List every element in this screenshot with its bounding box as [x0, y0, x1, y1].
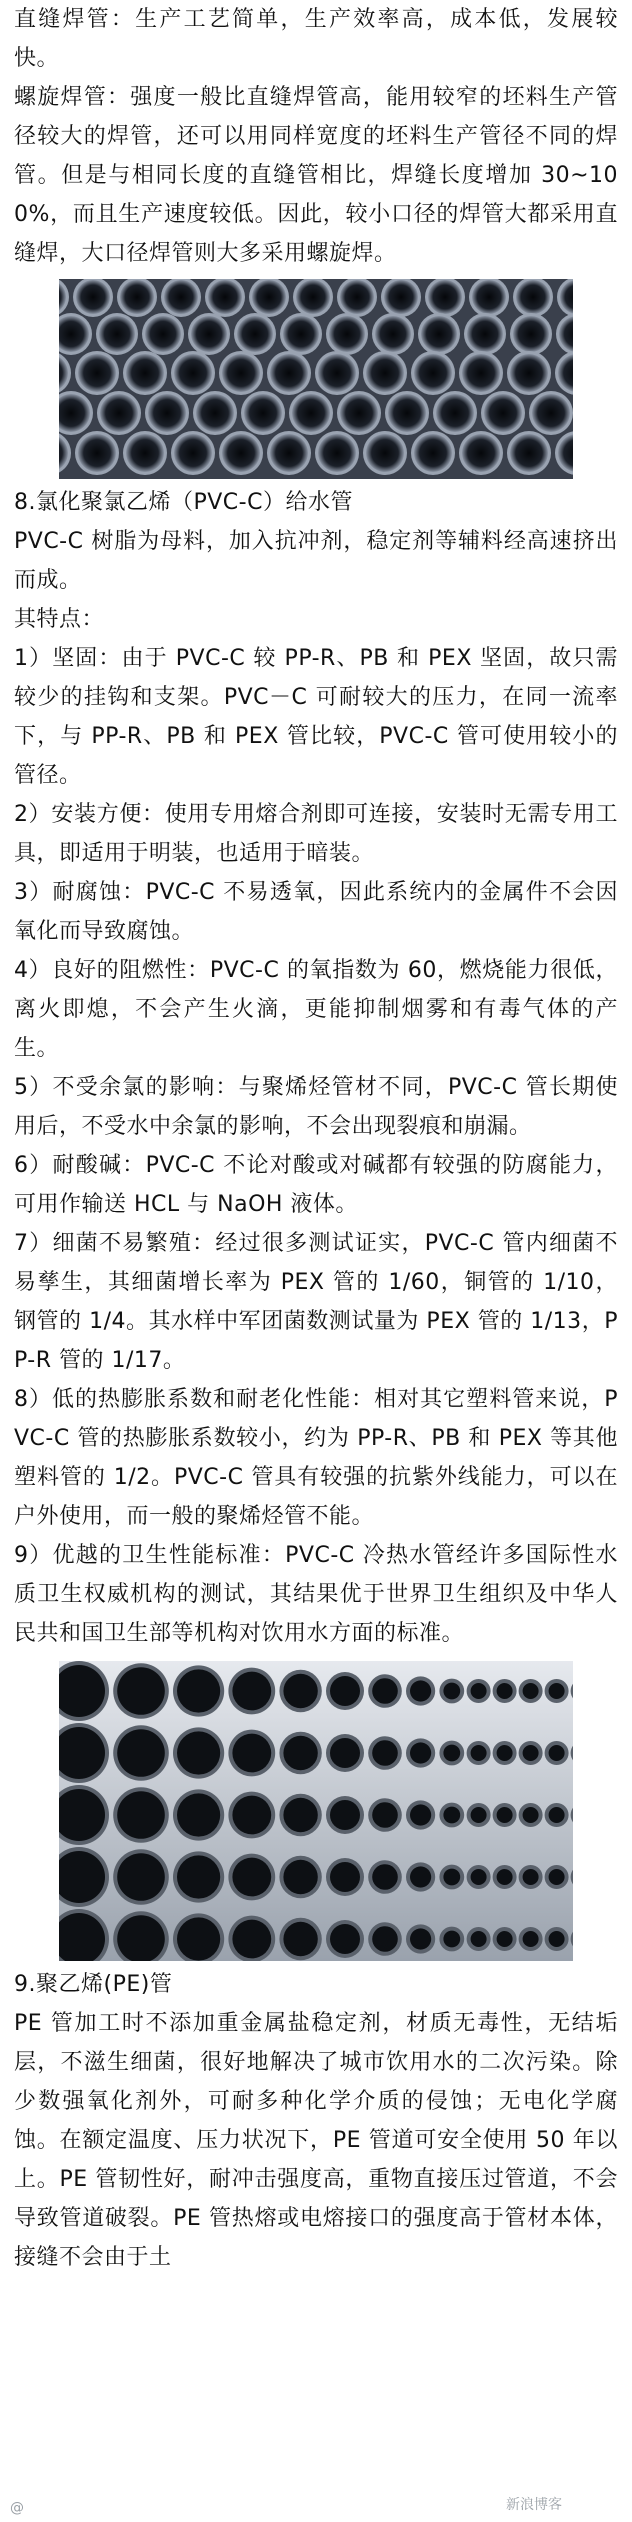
feature-item: 6）耐酸碱：PVC-C 不论对酸或对碱都有较强的防腐能力，可用作输送 HCL 与 NaOH 液体。 — [14, 1153, 618, 1217]
pvc-pipe-stack-photo — [59, 1661, 573, 1961]
watermark-left: @ — [10, 2500, 24, 2516]
feature-item: 7）细菌不易繁殖：经过很多测试证实，PVC-C 管内细菌不易孳生，其细菌增长率为 PEX 管的 1/60，铜管的 1/10，钢管的 1/4。其水样中军团菌数测试量为 PEX 管的 1/13，PP-R 管的 1/17。 — [14, 1231, 618, 1373]
section-8-features-label: 其特点： — [14, 607, 105, 632]
section-8-intro: PVC-C 树脂为母料，加入抗冲剂，稳定剂等辅料经高速挤出而成。 — [14, 529, 618, 593]
section-9-heading: 9.聚乙烯(PE)管 — [14, 1972, 173, 1997]
feature-item: 2）安装方便：使用专用熔合剂即可连接，安装时无需专用工具，即适用于明装，也适用于暗装。 — [14, 802, 618, 866]
feature-item: 4）良好的阻燃性：PVC-C 的氧指数为 60，燃烧能力很低，离火即熄，不会产生火滴，更能抑制烟雾和有毒气体的产生。 — [14, 958, 618, 1061]
feature-item: 8）低的热膨胀系数和耐老化性能：相对其它塑料管来说，PVC-C 管的热膨胀系数较小，约为 PP-R、PB 和 PEX 等其他塑料管的 1/2。PVC-C 管具有较强的抗紫外线能力，可以在户外使用，而一般的聚烯烃管不能。 — [14, 1387, 618, 1529]
feature-item: 9）优越的卫生性能标准：PVC-C 冷热水管经许多国际性水质卫生权威机构的测试，其结果优于世界卫生组织及中华人民共和国卫生部等机构对饮用水方面的标准。 — [14, 1543, 618, 1646]
feature-item: 3）耐腐蚀：PVC-C 不易透氧，因此系统内的金属件不会因氧化而导致腐蚀。 — [14, 880, 618, 944]
feature-item: 1）坚固：由于 PVC-C 较 PP-R、PB 和 PEX 坚固，故只需较少的挂钩和支架。PVC－C 可耐较大的压力，在同一流率下，与 PP-R、PB 和 PEX 管比较，PVC-C 管可使用较小的管径。 — [14, 646, 618, 788]
paragraph-straight-seam: 直缝焊管：生产工艺简单，生产效率高，成本低，发展较快。 — [14, 7, 618, 71]
feature-item: 5）不受余氯的影响：与聚烯烃管材不同，PVC-C 管长期使用后，不受水中余氯的影响，不会出现裂痕和崩漏。 — [14, 1075, 618, 1139]
pvc-pipe-stack-image — [59, 1661, 573, 1961]
section-9-body: PE 管加工时不添加重金属盐稳定剂，材质无毒性，无结垢层，不滋生细菌，很好地解决了城市饮用水的二次污染。除少数强氧化剂外，可耐多种化学介质的侵蚀；无电化学腐蚀。在额定温度、压力状况下，PE 管道可安全使用 50 年以上。PE 管韧性好，耐冲击强度高，重物直接压过管道，不会导致管道破裂。PE 管热熔或电熔接口的强度高于管材本体，接缝不会由于土 — [14, 2011, 618, 2270]
steel-pipe-stack-image — [59, 279, 573, 479]
steel-pipe-stack-photo — [59, 279, 573, 479]
watermark-right: 新浪博客 — [506, 2497, 562, 2513]
paragraph-spiral-seam: 螺旋焊管：强度一般比直缝焊管高，能用较窄的坯料生产管径较大的焊管，还可以用同样宽度的坯料生产管径不同的焊管。但是与相同长度的直缝管相比，焊缝长度增加 30~100%，而且生产速度较低。因此，较小口径的焊管大都采用直缝焊，大口径焊管则大多采用螺旋焊。 — [14, 85, 618, 266]
section-8-heading: 8.氯化聚氯乙烯（PVC-C）给水管 — [14, 490, 353, 515]
